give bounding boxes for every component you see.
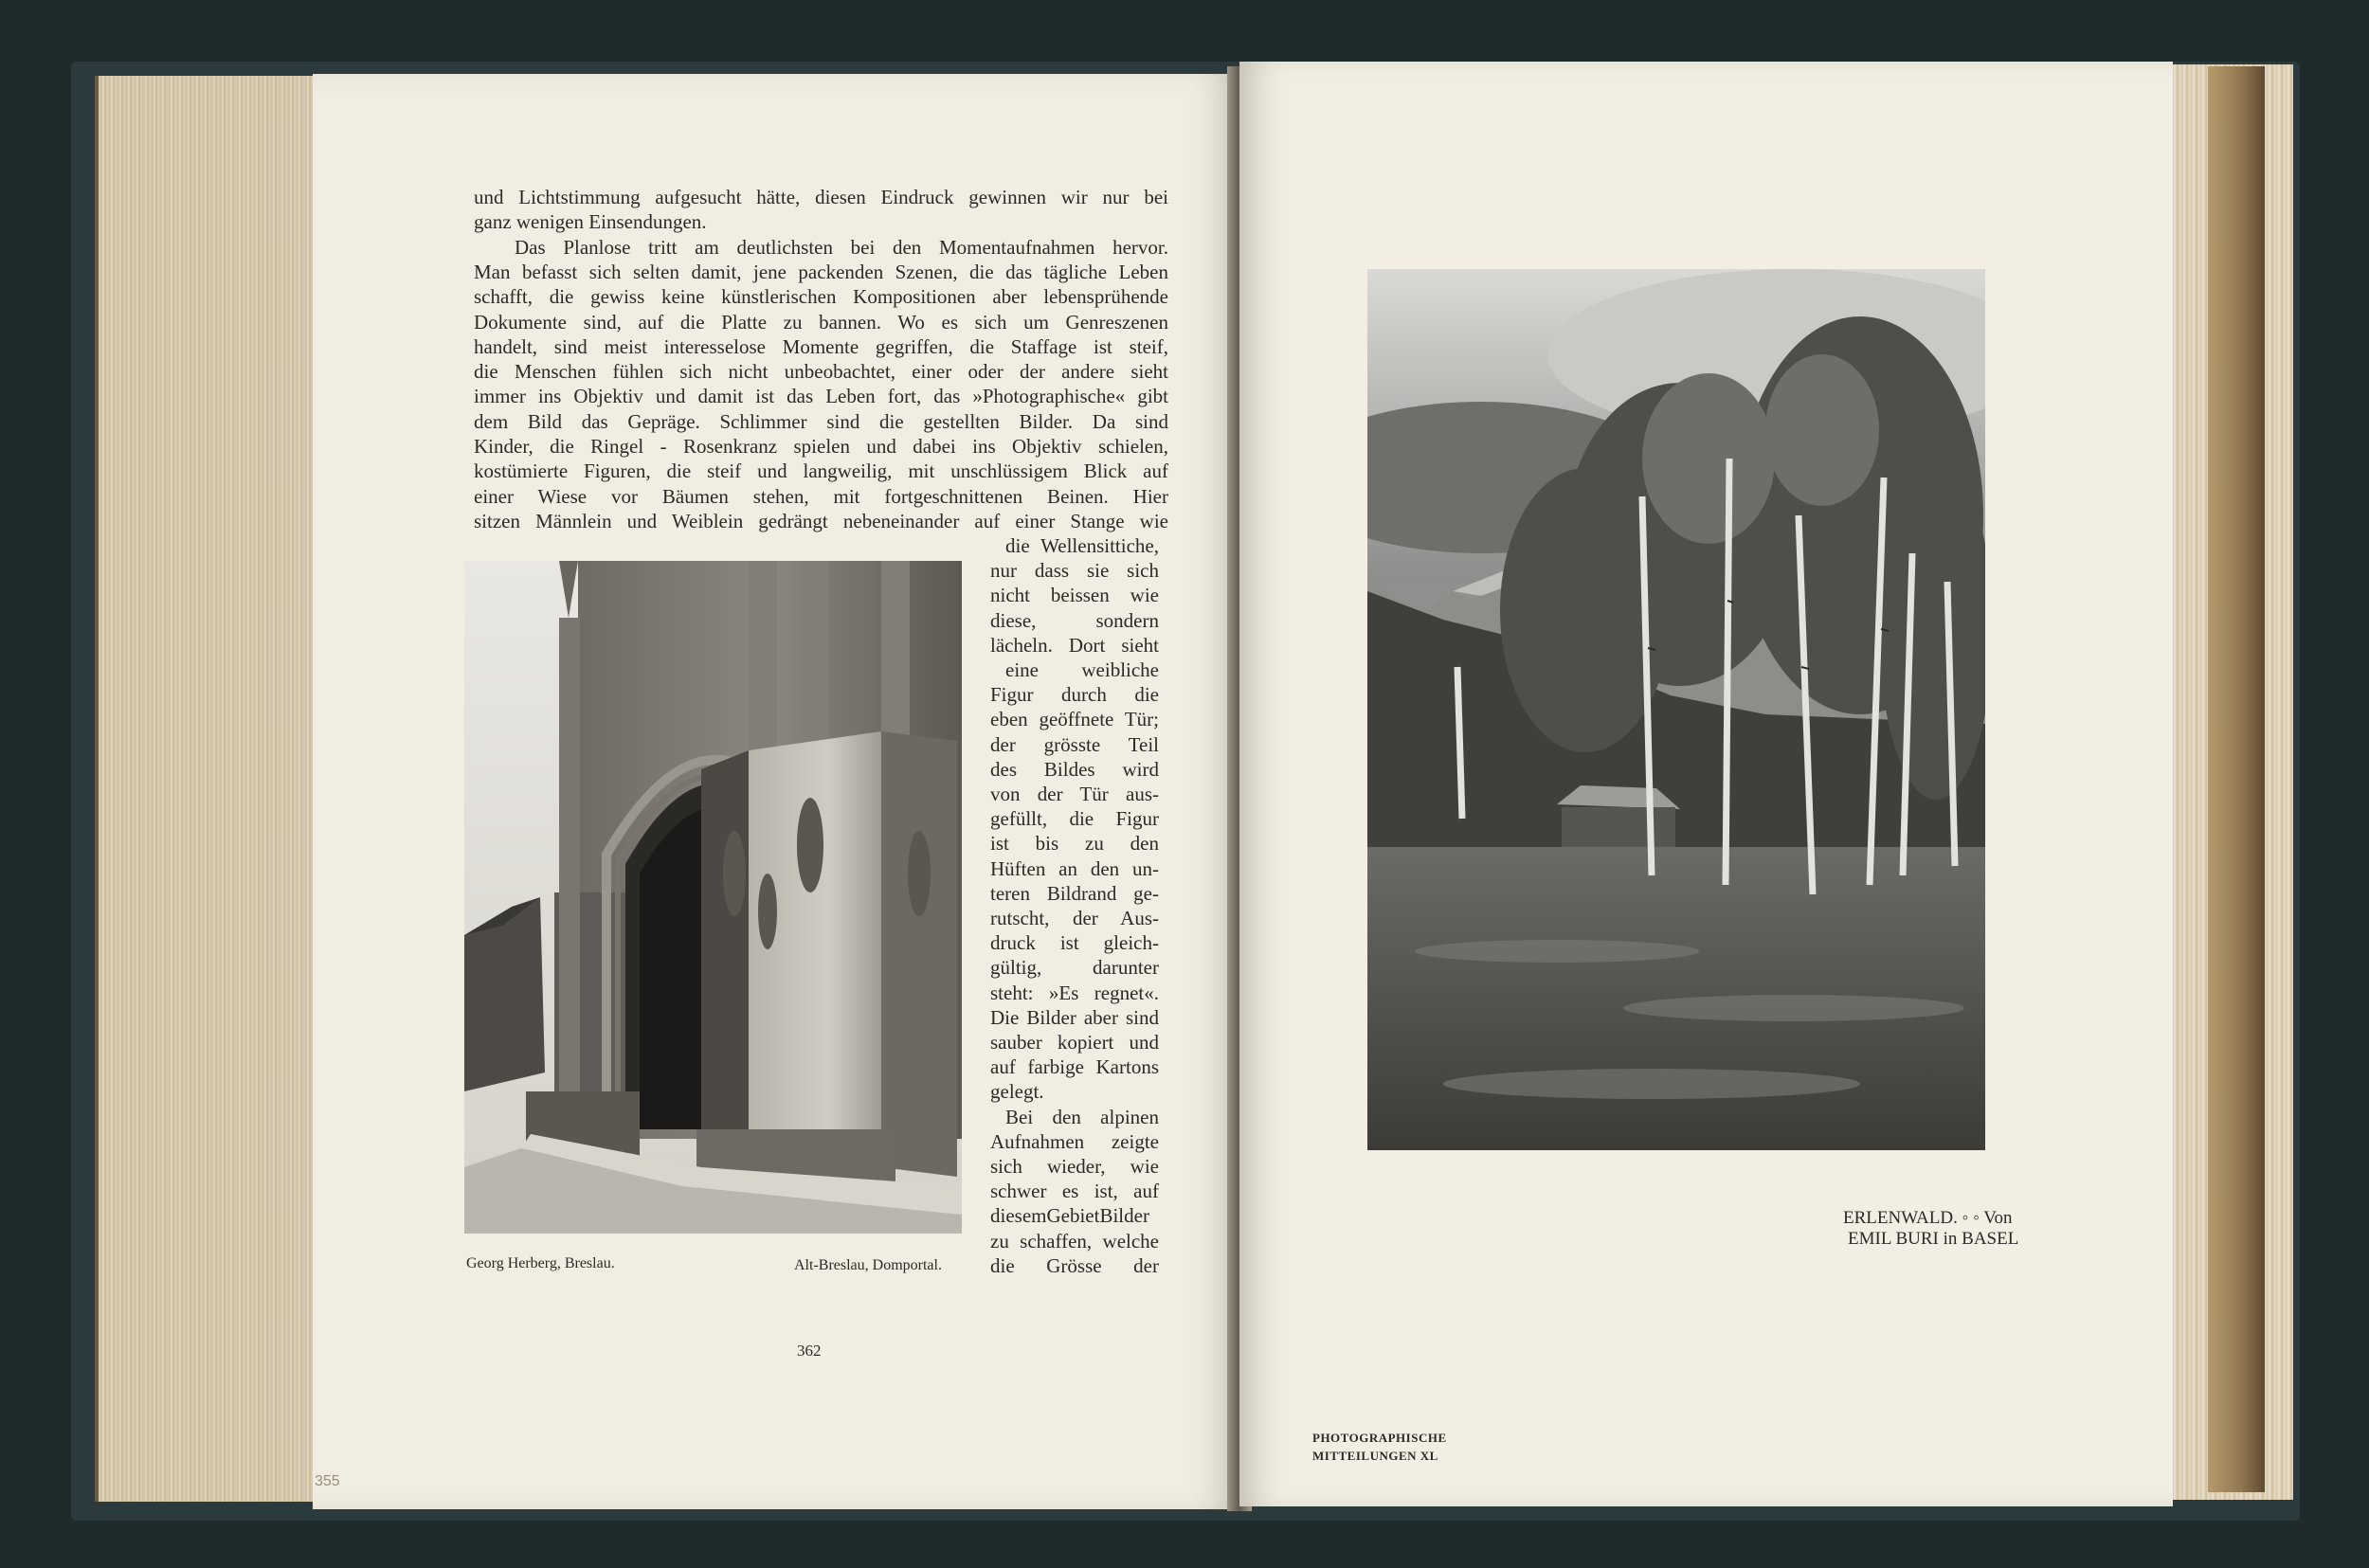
edge-stamp: 355 — [315, 1473, 340, 1489]
text-line: schafft, die gewiss keine künstlerischen Kompositionen aber lebensprühende — [474, 285, 1168, 309]
cathedral-illustration — [464, 561, 962, 1234]
text-line: sauber kopiert und — [990, 1031, 1159, 1054]
text-line: Aufnahmen zeigte — [990, 1129, 1159, 1153]
text-line: druck ist gleich- — [990, 931, 1159, 955]
text-line: lächeln. Dort sieht — [990, 633, 1159, 657]
text-line: Figur durch die — [990, 683, 1159, 707]
text-line: gültig, darunter — [990, 956, 1159, 980]
text-line: Bei den alpinen — [1005, 1105, 1159, 1128]
text-line: kostümierte Figuren, die steif und langweilig, mit unschlüssigem Blick auf — [474, 460, 1168, 483]
caption-erlenwald-line1: ERLENWALD. ◦ ◦ Von — [1843, 1208, 2013, 1228]
text-line: gefüllt, die Figur — [990, 807, 1159, 831]
text-line: Dokumente sind, auf die Platte zu bannen. Wo es sich um Genreszenen — [474, 310, 1168, 333]
text-line: rutscht, der Aus- — [990, 907, 1159, 929]
text-line: Hüften an den un- — [990, 856, 1159, 880]
text-line: Kinder, die Ringel - Rosenkranz spielen und dabei ins Objektiv schielen, — [474, 435, 1168, 458]
text-line: eben geöffnete Tür; — [990, 708, 1159, 731]
book-spine-edge — [2208, 66, 2265, 1492]
caption-title-left: Alt-Breslau, Domportal. — [794, 1257, 942, 1273]
footer-journal-line2: MITTEILUNGEN XL — [1312, 1449, 1438, 1463]
text-line: schwer es ist, auf — [990, 1180, 1159, 1203]
text-line: handelt, sind meist interesselose Momente gegriffen, die Staffage ist steif, — [474, 334, 1168, 358]
text-line: steht: »Es regnet«. — [990, 981, 1159, 1004]
text-line: nur dass sie sich — [990, 559, 1159, 583]
caption-photographer-left: Georg Herberg, Breslau. — [466, 1255, 615, 1271]
text-line: gelegt. — [990, 1080, 1044, 1104]
footer-journal-line1: PHOTOGRAPHISCHE — [1312, 1431, 1447, 1445]
text-line: Die Bilder aber sind — [990, 1005, 1159, 1029]
text-line: Das Planlose tritt am deutlichsten bei den Momentaufnahmen hervor. — [515, 235, 1168, 259]
text-line: des Bildes wird — [990, 757, 1159, 781]
text-line: teren Bildrand ge- — [990, 881, 1159, 905]
text-line: zu schaffen, welche — [990, 1229, 1159, 1253]
text-line: immer ins Objektiv und damit ist das Leben fort, das »Photographische« gibt — [474, 385, 1168, 408]
text-line: Man befasst sich selten damit, jene packenden Szenen, die das tägliche Leben — [474, 260, 1168, 283]
caption-erlenwald-line2: EMIL BURI in BASEL — [1848, 1229, 2019, 1249]
text-line: ist bis zu den — [990, 832, 1159, 856]
text-line: diese, sondern — [990, 608, 1159, 632]
text-line: von der Tür aus- — [990, 783, 1159, 805]
text-line: und Lichtstimmung aufgesucht hätte, diesen Eindruck gewinnen wir nur bei — [474, 186, 1168, 208]
text-line: der grösste Teil — [990, 732, 1159, 756]
text-line: dem Bild das Gepräge. Schlimmer sind die gestellten Bilder. Da sind — [474, 409, 1168, 433]
text-line: ganz wenigen Einsendungen. — [474, 210, 707, 234]
text-line: die Wellensittiche, — [1005, 534, 1159, 557]
text-line: eine weibliche — [1005, 658, 1159, 681]
text-line: auf farbige Kartons — [990, 1055, 1159, 1079]
text-line: sitzen Männlein und Weiblein gedrängt nebeneinander auf einer Stange wie — [474, 509, 1168, 532]
forest-illustration — [1367, 269, 1985, 1150]
text-line: die Menschen fühlen sich nicht unbeobachtet, einer oder der andere sieht — [474, 360, 1168, 384]
page-number: 362 — [797, 1342, 822, 1360]
photo-cathedral-portal — [464, 561, 962, 1234]
text-line: nicht beissen wie — [990, 584, 1159, 607]
text-line: die Grösse der — [990, 1253, 1159, 1277]
text-line: sich wieder, wie — [990, 1155, 1159, 1178]
page-edges-left — [95, 76, 316, 1502]
text-line: einer Wiese vor Bäumen stehen, mit fortgeschnittenen Beinen. Hier — [474, 484, 1168, 508]
photo-erlenwald — [1367, 269, 1985, 1150]
text-line: diesemGebietBilder — [990, 1204, 1149, 1228]
